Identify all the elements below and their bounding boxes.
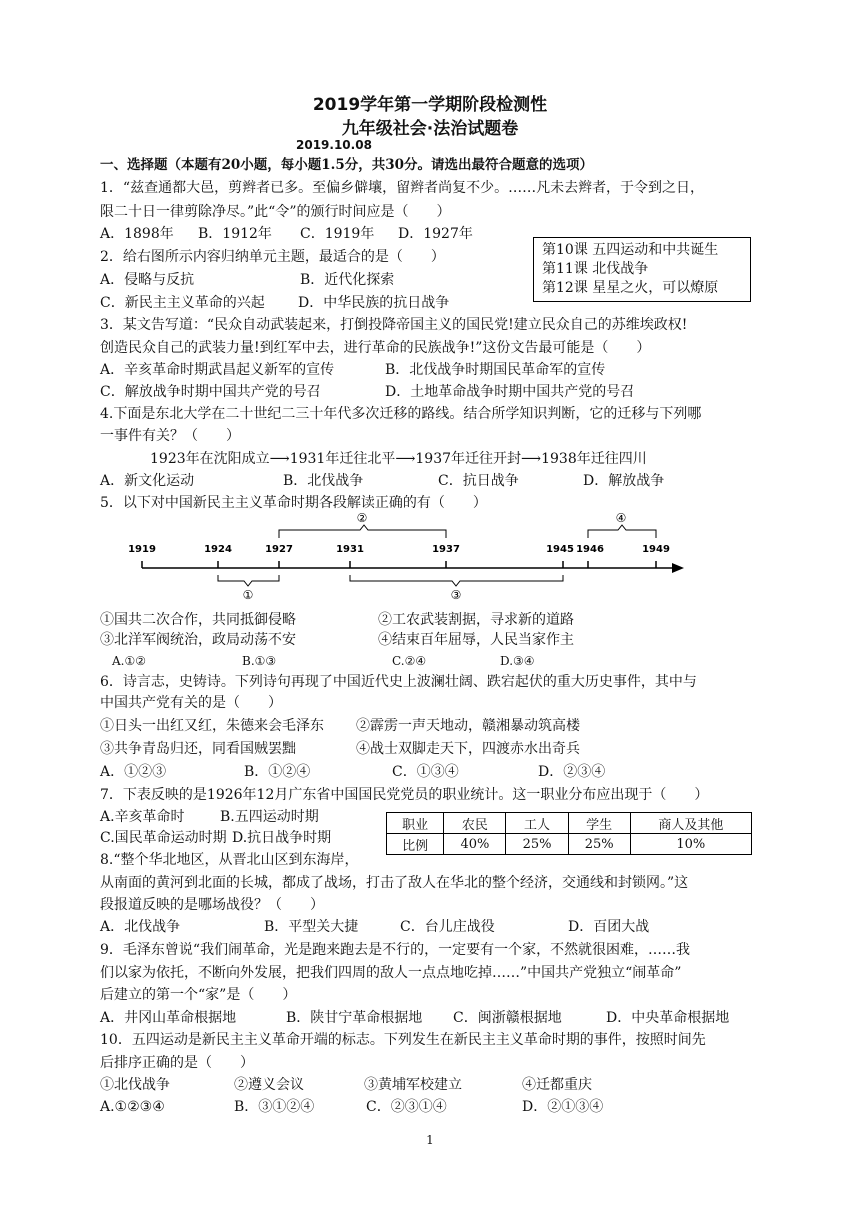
q2-lesson-10: 第10课 五四运动和中共诞生 <box>542 242 719 258</box>
table-row <box>387 834 752 855</box>
table-cell: 25% <box>506 834 568 855</box>
year-label-1924: 1924 <box>204 544 232 555</box>
q8-stem-line3: 段报道反映的是哪场战役？（ ） <box>100 897 324 913</box>
q9-option-b: B．陕甘宁革命根据地 <box>286 1010 423 1026</box>
exam-date: 2019.10.08 <box>296 138 372 152</box>
q4-option-c: C．抗日战争 <box>438 473 519 489</box>
table-header-cell: 职业 <box>387 813 444 834</box>
q7-option-b: B.五四运动时期 <box>220 809 319 825</box>
q9-option-d: D．中央革命根据地 <box>606 1010 730 1026</box>
q8-stem-line1: 8.“整个华北地区，从晋北山区到东海岸， <box>100 852 359 868</box>
q9-option-a: A．井冈山革命根据地 <box>100 1010 237 1026</box>
table-cell: 10% <box>630 834 751 855</box>
q10-stem-line1: 10．五四运动是新民主主义革命开端的标志。下列发生在新民主主义革命时期的事件，按照时间先 <box>100 1032 706 1048</box>
q5-timeline <box>0 505 860 605</box>
q6-statement-1: ①日头一出红又红，朱德来会毛泽东 <box>100 718 324 734</box>
q1-stem-line1: 1．“兹查通都大邑，剪辫者已多。至偏乡僻壤，留辫者尚复不少。……凡未去辫者，于令到之日， <box>100 180 705 196</box>
q6-option-b: B．①②④ <box>244 764 311 780</box>
q6-option-d: D．②③④ <box>538 764 606 780</box>
table-header-cell: 学生 <box>568 813 630 834</box>
q10-item-4: ④迁都重庆 <box>522 1077 592 1093</box>
q10-item-3: ③黄埔军校建立 <box>364 1077 462 1093</box>
table-header-cell: 农民 <box>444 813 506 834</box>
q7-occupation-table <box>386 812 752 855</box>
q1-stem-line2: 限二十日一律剪除净尽。”此“令”的颁行时间应是（ ） <box>100 204 451 220</box>
q1-option-a: A．1898年 <box>100 226 174 242</box>
q3-stem-line1: 3．某文告写道：“民众自动武装起来，打倒投降帝国主义的国民党!建立民众自己的苏维埃政权! <box>100 317 688 333</box>
year-label-1946: 1946 <box>576 544 604 555</box>
q2-option-a: A．侵略与反抗 <box>100 272 195 288</box>
q10-option-d: D．②①③④ <box>522 1099 604 1115</box>
table-cell: 25% <box>568 834 630 855</box>
table-header-cell: 商人及其他 <box>630 813 751 834</box>
label-1: ① <box>242 588 254 602</box>
year-label-1927: 1927 <box>265 544 293 555</box>
brace-1 <box>218 575 279 586</box>
q2-lesson-box <box>533 237 751 302</box>
q1-option-b: B．1912年 <box>198 226 272 242</box>
q8-option-a: A．北伐战争 <box>100 919 181 935</box>
q5-option-b: B.①③ <box>242 654 277 668</box>
q10-option-c: C．②③①④ <box>366 1099 447 1115</box>
q6-statement-2: ②霹雳一声天地动，赣湘暴动筑高楼 <box>356 718 580 734</box>
year-label-1945: 1945 <box>546 544 574 555</box>
page-number: 1 <box>426 1133 434 1147</box>
q8-stem-line2: 从南面的黄河到北面的长城，都成了战场，打击了敌人在华北的整个经济，交通线和封锁网。”这 <box>100 875 689 891</box>
q1-option-d: D．1927年 <box>398 226 473 242</box>
year-label-1937: 1937 <box>432 544 460 555</box>
q5-statement-3: ③北洋军阀统治，政局动荡不安 <box>100 632 296 648</box>
q4-option-b: B．北伐战争 <box>283 473 364 489</box>
q3-stem-line2: 创造民众自己的武装力量!到红军中去，进行革命的民族战争!”这份文告最可能是（ ） <box>100 340 651 356</box>
q6-statement-4: ④战士双脚走天下，四渡赤水出奇兵 <box>356 741 580 757</box>
q2-stem: 2．给右图所示内容归纳单元主题，最适合的是（ ） <box>100 249 445 265</box>
q10-item-1: ①北伐战争 <box>100 1077 170 1093</box>
q4-route: 1923年在沈阳成立⟶1931年迁往北平⟶1937年迁往开封⟶1938年迁往四川 <box>150 451 647 467</box>
brace-2 <box>279 525 446 538</box>
q4-option-d: D．解放战争 <box>583 473 665 489</box>
q3-option-a: A．辛亥革命时期武昌起义新军的宣传 <box>100 362 335 378</box>
q8-option-b: B．平型关大捷 <box>264 919 359 935</box>
q5-statement-4: ④结束百年屈辱，人民当家作主 <box>378 632 574 648</box>
q10-item-2: ②遵义会议 <box>234 1077 304 1093</box>
q10-option-a: A.①②③④ <box>100 1099 165 1115</box>
table-cell: 40% <box>444 834 506 855</box>
q9-stem-line2: 们以家为依托，不断向外发展，把我们四周的敌人一点点地吃掉……”中国共产党独立“闹革命” <box>100 965 682 981</box>
brace-3 <box>350 575 563 586</box>
q9-stem-line1: 9．毛泽东曾说“我们闹革命，光是跑来跑去是不行的，一定要有一个家，不然就很困难，……我 <box>100 942 691 958</box>
brace-4 <box>588 525 656 538</box>
year-label-1949: 1949 <box>642 544 670 555</box>
q2-lesson-12: 第12课 星星之火，可以燎原 <box>542 280 719 296</box>
q5-statement-2: ②工农武装割据，寻求新的道路 <box>378 612 574 628</box>
q6-stem-line1: 6．诗言志，史铸诗。下列诗句再现了中国近代史上波澜壮阔、跌宕起伏的重大历史事件，其中与 <box>100 674 697 690</box>
q3-option-d: D．土地革命战争时期中国共产党的号召 <box>385 384 635 400</box>
q8-option-d: D．百团大战 <box>568 919 650 935</box>
q7-option-d: D.抗日战争时期 <box>232 830 332 846</box>
q2-option-b: B．近代化探索 <box>300 272 395 288</box>
q6-option-a: A．①②③ <box>100 764 167 780</box>
section-heading: 一、选择题（本题有20小题，每小题1.5分，共30分。请选出最符合题意的选项） <box>100 157 594 173</box>
year-label-1919: 1919 <box>128 544 156 555</box>
q6-stem-line2: 中国共产党有关的是（ ） <box>100 695 282 711</box>
q5-option-a: A.①② <box>112 654 146 668</box>
label-2: ② <box>356 511 368 525</box>
q10-option-b: B．③①②④ <box>234 1099 315 1115</box>
q6-option-c: C．①③④ <box>392 764 459 780</box>
q4-stem-line1: 4.下面是东北大学在二十世纪二三十年代多次迁移的路线。结合所学知识判断，它的迁移与下列哪 <box>100 406 702 422</box>
q1-option-c: C．1919年 <box>300 226 375 242</box>
exam-title: 2019学年第一学期阶段检测性 <box>312 95 548 115</box>
q7-stem: 7．下表反映的是1926年12月广东省中国国民党党员的职业统计。这一职业分布应出现于（ ） <box>100 787 709 803</box>
q6-statement-3: ③共争青岛归还，同看国贼罢黜 <box>100 741 296 757</box>
q4-stem-line2: 一事件有关？（ ） <box>100 428 240 444</box>
q5-statement-1: ①国共二次合作，共同抵御侵略 <box>100 612 296 628</box>
label-3: ③ <box>450 588 462 602</box>
q2-option-c: C．新民主主义革命的兴起 <box>100 295 265 311</box>
q8-option-c: C．台儿庄战役 <box>400 919 495 935</box>
q5-stem: 5．以下对中国新民主主义革命时期各段解读正确的有（ ） <box>100 495 487 511</box>
q7-option-a: A.辛亥革命时 <box>100 809 185 825</box>
q4-option-a: A．新文化运动 <box>100 473 195 489</box>
q5-option-c: C.②④ <box>392 654 427 668</box>
table-header-cell: 工人 <box>506 813 568 834</box>
q10-stem-line2: 后排序正确的是（ ） <box>100 1055 254 1071</box>
q2-option-d: D．中华民族的抗日战争 <box>298 295 450 311</box>
q2-lesson-11: 第11课 北伐战争 <box>542 261 649 277</box>
q3-option-c: C．解放战争时期中国共产党的号召 <box>100 384 321 400</box>
q9-option-c: C．闽浙赣根据地 <box>453 1010 562 1026</box>
q7-option-c: C.国民革命运动时期 <box>100 830 227 846</box>
label-4: ④ <box>615 511 627 525</box>
exam-subtitle: 九年级社会·法治试题卷 <box>341 119 519 139</box>
q3-option-b: B．北伐战争时期国民革命军的宣传 <box>385 362 606 378</box>
q5-option-d: D.③④ <box>500 654 535 668</box>
year-label-1931: 1931 <box>336 544 364 555</box>
q9-stem-line3: 后建立的第一个“家”是（ ） <box>100 987 297 1003</box>
table-header-row <box>387 813 752 834</box>
timeline-arrow <box>672 563 684 573</box>
table-cell: 比例 <box>387 834 444 855</box>
